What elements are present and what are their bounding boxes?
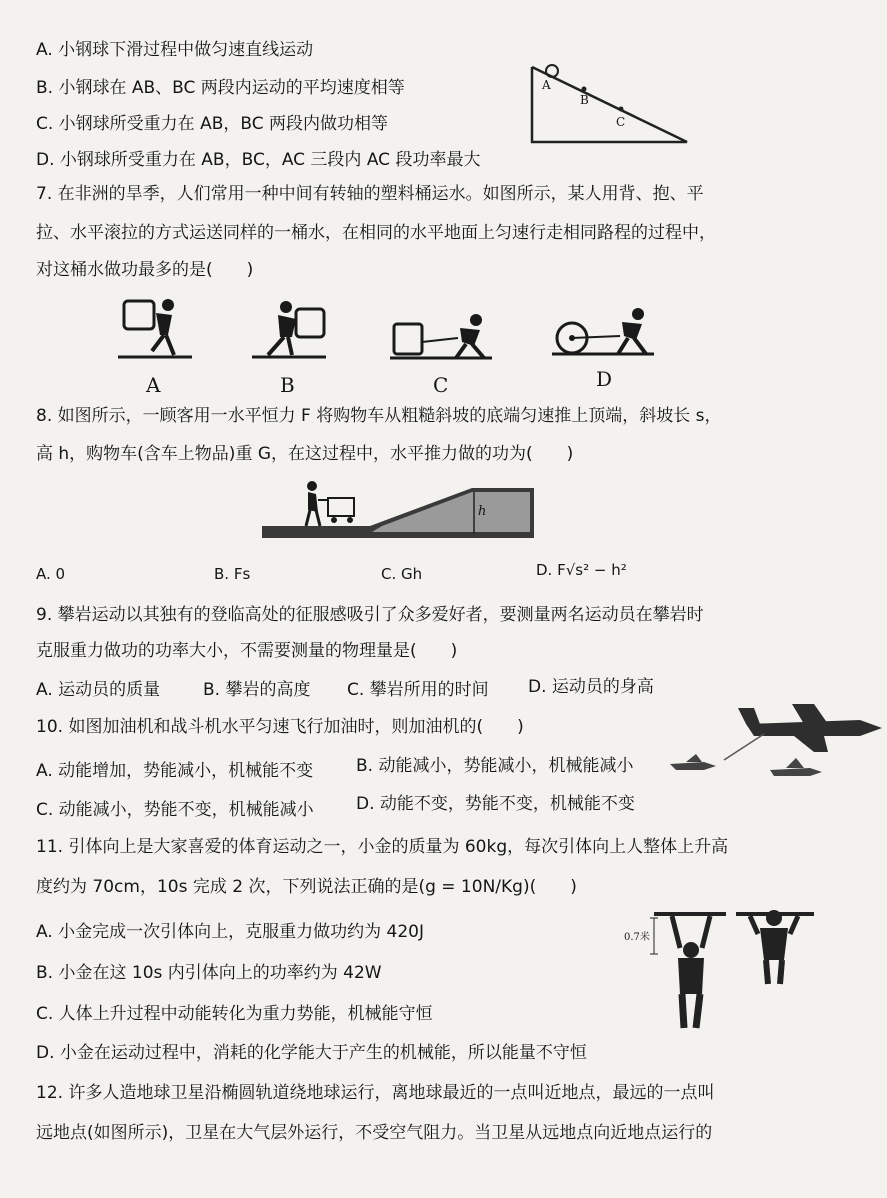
q10-option-d: D. 动能不变，势能不变，机械能不变 [356,794,635,814]
refueling-aircraft-figure [664,700,886,784]
q9-line-1: 9. 攀岩运动以其独有的登临高处的征服感吸引了众多爱好者，要测量两名运动员在攀岩时 [36,605,704,625]
shopping-cart-slope-figure [262,478,537,540]
q6-option-d: D. 小钢球所受重力在 AB，BC，AC 三段内 AC 段功率最大 [36,150,481,170]
q8-option-c: C. Gh [381,565,423,583]
q7-line-1: 7. 在非洲的旱季，人们常用一种中间有转轴的塑料桶运水。如图所示，某人用背、抱、平 [36,184,704,204]
q8-option-b: B. Fs [214,565,251,583]
q8-line-1: 8. 如图所示，一顾客用一水平恒力 F 将购物车从粗糙斜坡的底端匀速推上顶端，斜坡长 s， [36,406,722,426]
q11-option-b: B. 小金在这 10s 内引体向上的功率约为 42W [36,963,382,983]
q10-option-a: A. 动能增加，势能减小，机械能不变 [36,761,314,781]
q9-line-2: 克服重力做功的功率大小，不需要测量的物理量是( ) [36,641,458,661]
carry-method-c-figure [388,312,496,364]
q7-line-2: 拉、水平滚拉的方式运送同样的一桶水，在相同的水平地面上匀速行走相同路程的过程中， [36,223,716,243]
q11-option-a: A. 小金完成一次引体向上，克服重力做功约为 420J [36,922,425,942]
q7-line-3: 对这桶水做功最多的是( ) [36,260,254,280]
q8-option-d: D. F√s² − h² [536,561,627,579]
method-label-c: C [433,373,449,397]
method-label-b: B [280,373,295,397]
q8-line-2: 高 h，购物车(含车上物品)重 G，在这过程中，水平推力做的功为( ) [36,444,574,464]
q11-line-2: 度约为 70cm，10s 完成 2 次，下列说法正确的是(g = 10N/Kg)( ) [36,877,577,897]
q11-option-c: C. 人体上升过程中动能转化为重力势能，机械能守恒 [36,1004,433,1024]
slope-height-label: h [478,504,487,519]
q9-option-b: B. 攀岩的高度 [203,680,311,700]
q9-option-a: A. 运动员的质量 [36,680,161,700]
q9-option-d: D. 运动员的身高 [528,677,654,697]
incline-label-a: A [542,78,551,92]
incline-figure [525,62,695,147]
incline-label-b: B [580,93,589,107]
q11-option-d: D. 小金在运动过程中，消耗的化学能大于产生的机械能，所以能量不守恒 [36,1043,587,1063]
q9-option-c: C. 攀岩所用的时间 [347,680,489,700]
carry-method-a-figure [116,295,196,365]
q11-line-1: 11. 引体向上是大家喜爱的体育运动之一，小金的质量为 60kg，每次引体向上人整体上升高 [36,837,729,857]
q12-line-2: 远地点(如图所示)，卫星在大气层外运行，不受空气阻力。当卫星从远地点向近地点运行的 [36,1123,713,1143]
pull-up-height-label: 0.7米 [624,932,650,943]
carry-method-b-figure [248,297,330,365]
q10-option-c: C. 动能减小，势能不变，机械能减小 [36,800,314,820]
incline-label-c: C [616,115,626,129]
method-label-a: A [146,373,161,397]
q12-line-1: 12. 许多人造地球卫星沿椭圆轨道绕地球运行，离地球最近的一点叫近地点，最远的一点叫 [36,1083,715,1103]
pull-up-figure [624,904,824,1034]
carry-method-d-figure [550,306,658,360]
method-label-d: D [596,367,613,391]
q6-option-c: C. 小钢球所受重力在 AB，BC 两段内做功相等 [36,114,389,134]
q8-option-a: A. 0 [36,565,66,583]
q10-stem: 10. 如图加油机和战斗机水平匀速飞行加油时，则加油机的( ) [36,717,524,737]
q6-option-b: B. 小钢球在 AB、BC 两段内运动的平均速度相等 [36,78,405,98]
q6-option-a: A. 小钢球下滑过程中做匀速直线运动 [36,40,314,60]
q10-option-b: B. 动能减小，势能减小，机械能减小 [356,756,634,776]
